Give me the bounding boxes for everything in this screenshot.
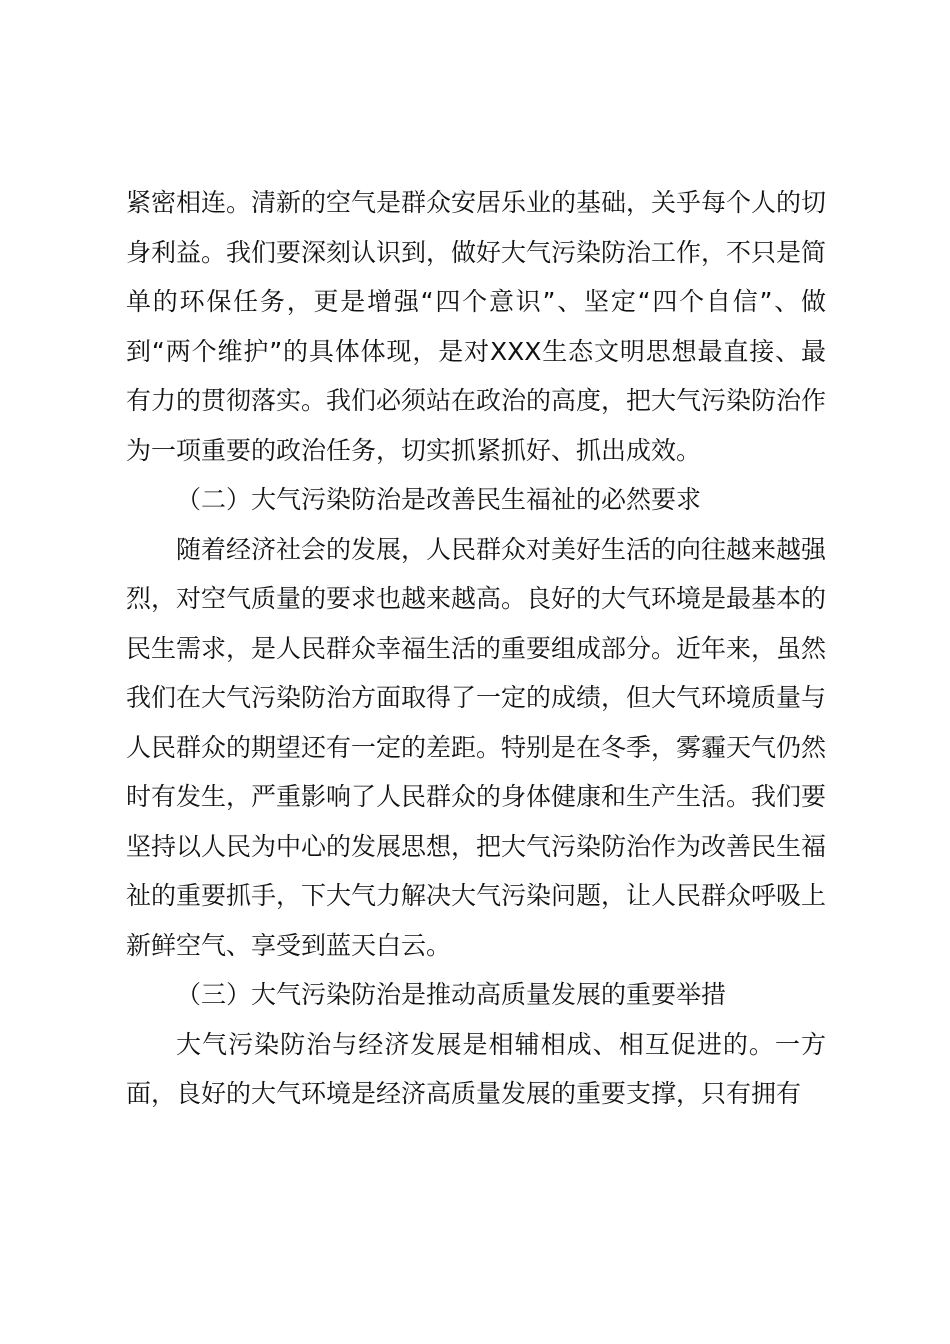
- section-heading-3: （三）大气污染防治是推动高质量发展的重要举措: [176, 980, 727, 1009]
- paragraph-livelihood: 随着经济社会的发展，人民群众对美好生活的向往越来越强烈，对空气质量的要求也越来越高。良好的大气环境是最基本的民生需求，是人民群众幸福生活的重要组成部分。近年来，虽然我们在大气污染防治方面取得了一定的成绩，但大气环境质量与人民群众的期望还有一定的差距。特别是在冬季，雾霾天气仍然时有发生，严重影响了人民群众的身体健康和生产生活。我们要坚持以人民为中心的发展思想，把大气污染防治作为改善民生福祉的重要抓手，下大气力解决大气污染问题，让人民群众呼吸上新鲜空气、享受到蓝天白云。: [126, 534, 827, 960]
- section-heading-2: （二）大气污染防治是改善民生福祉的必然要求: [176, 485, 702, 514]
- paragraph-continuation: 紧密相连。清新的空气是群众安居乐业的基础，关乎每个人的切身利益。我们要深刻认识到，做好大气污染防治工作，不只是简单的环保任务，更是增强“四个意识”、坚定“四个自信”、做到“两个维护”的具体体现，是对XXX生态文明思想最直接、最有力的贯彻落实。我们必须站在政治的高度，把大气污染防治作为一项重要的政治任务，切实抓紧抓好、抓出成效。: [126, 188, 827, 465]
- document-body: [126, 178, 826, 1119]
- paragraph-development: 大气污染防治与经济发展是相辅相成、相互促进的。一方面，良好的大气环境是经济高质量发展的重要支撑，只有拥有: [126, 1029, 826, 1108]
